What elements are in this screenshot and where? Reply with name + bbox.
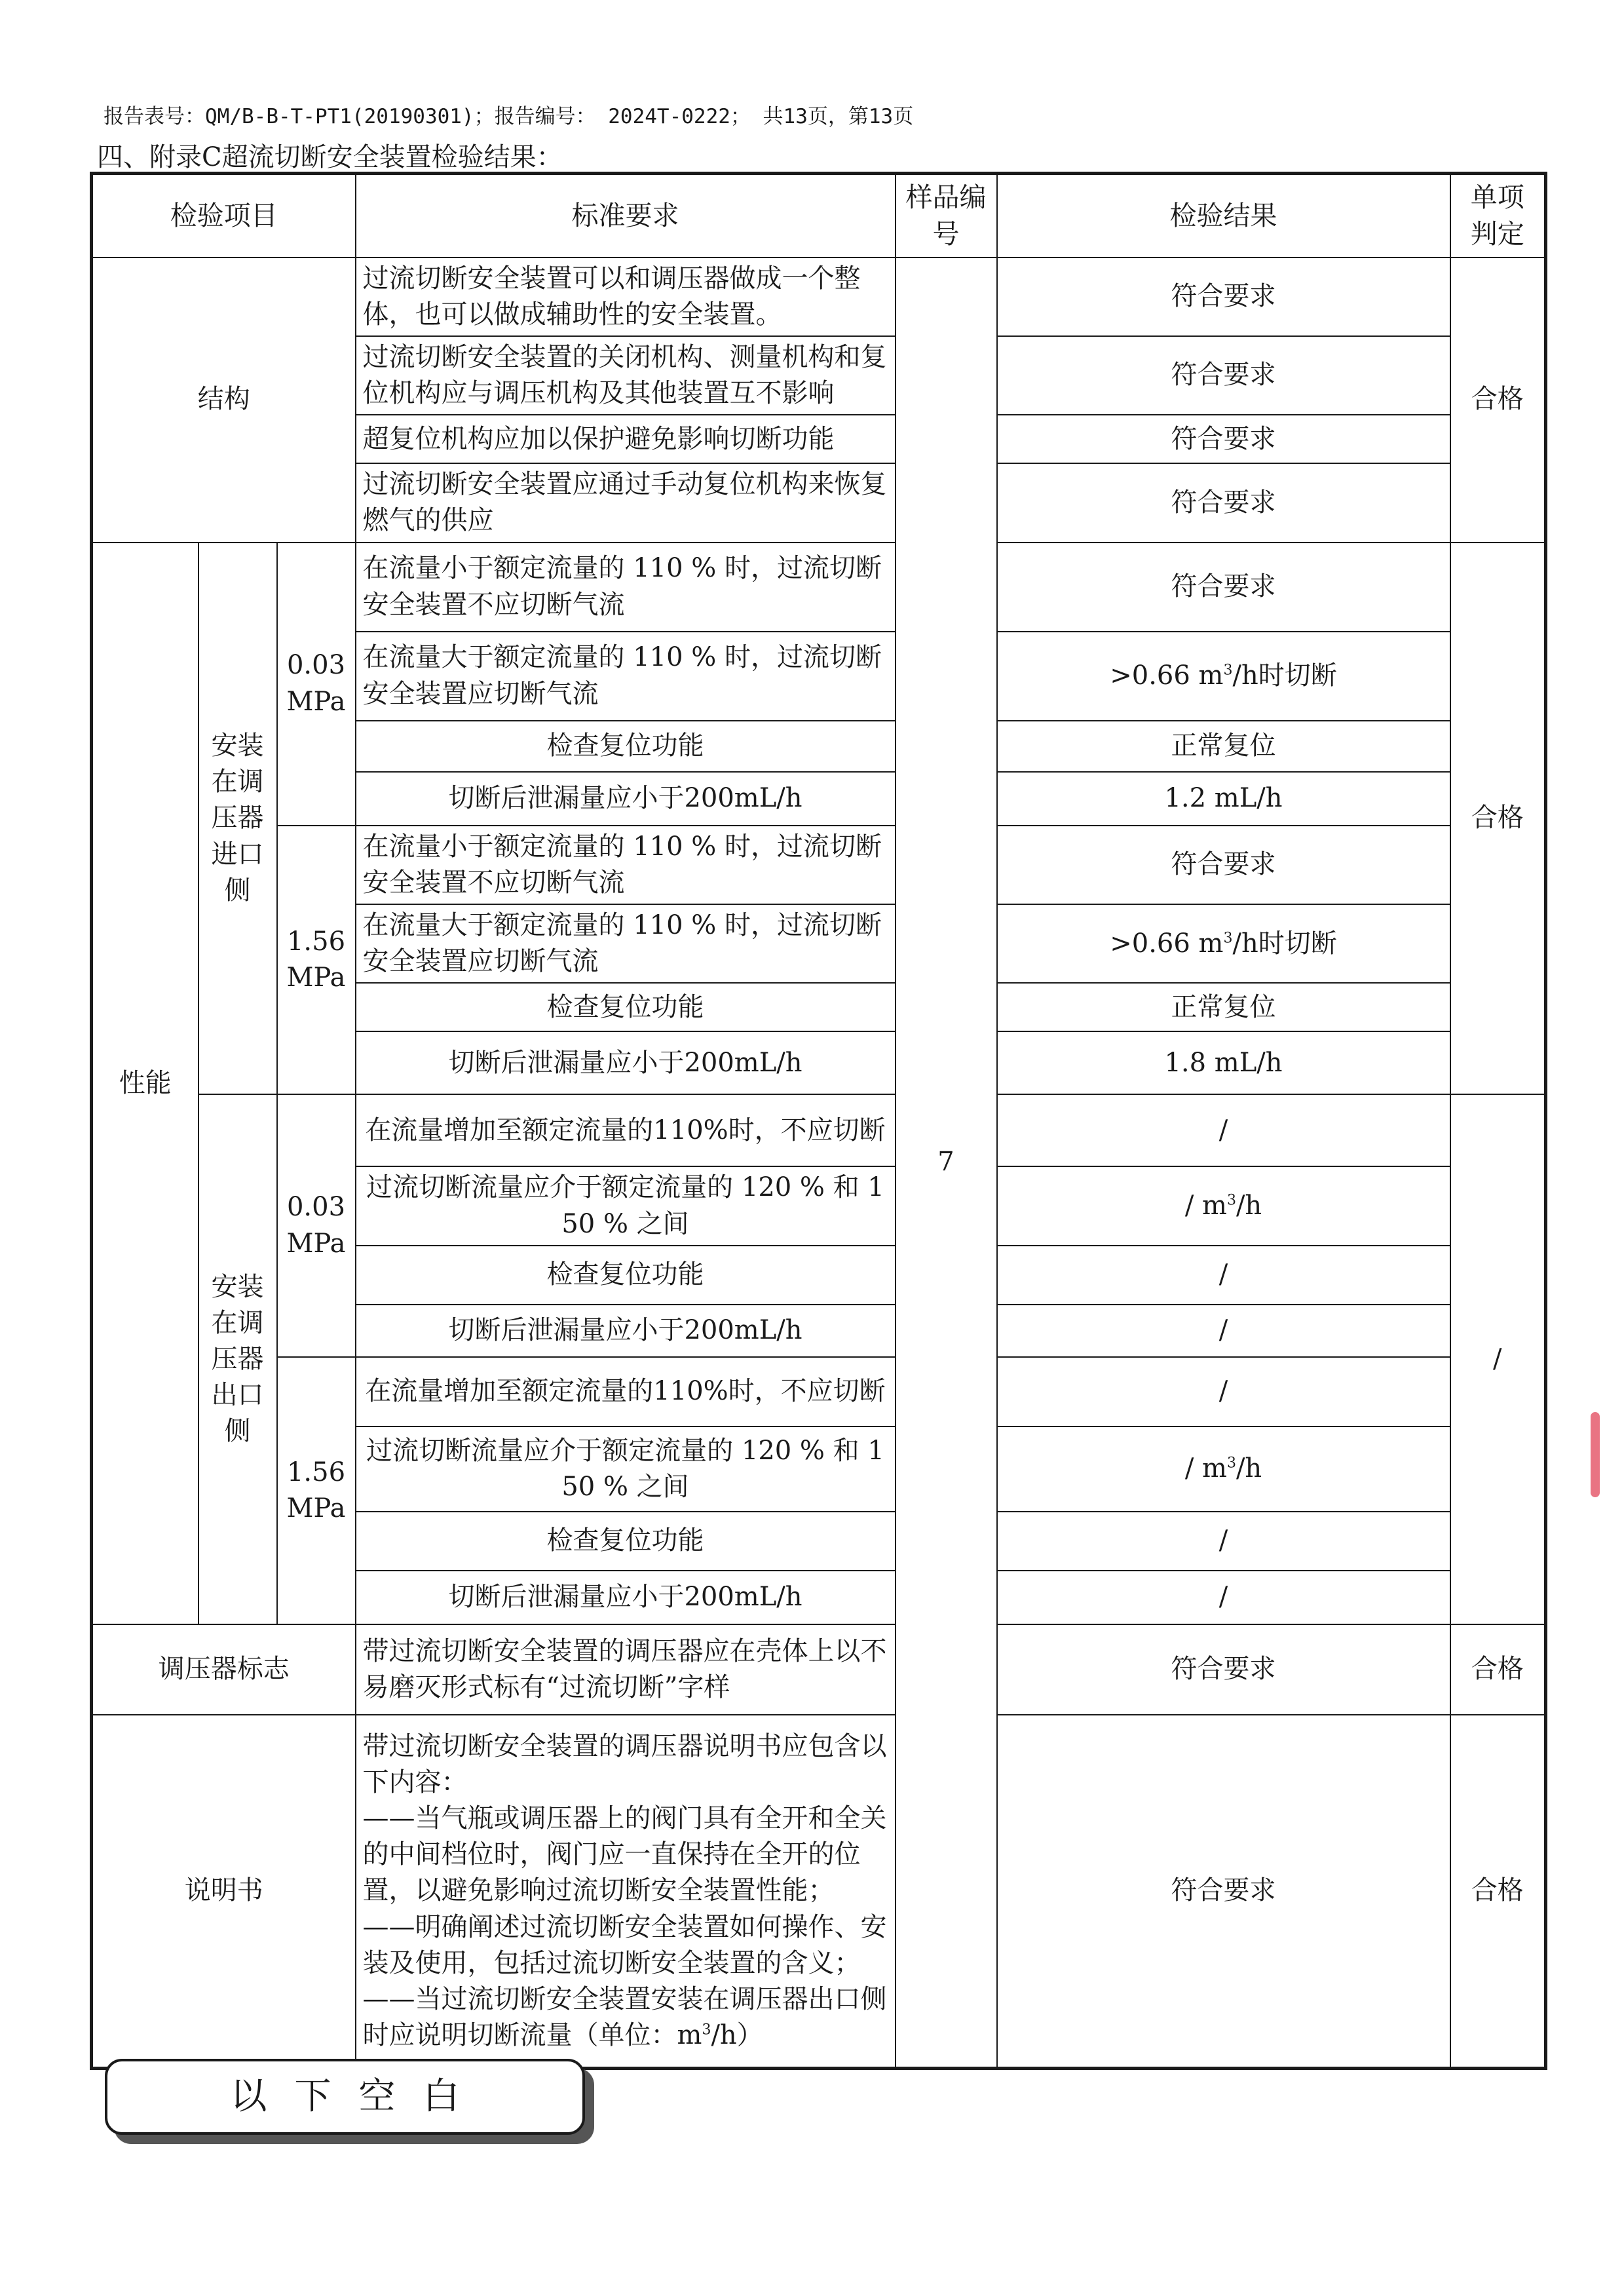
pressure-value: 0.03 <box>286 650 346 681</box>
requirement-cell: 过流切断安全装置应通过手动复位机构来恢复燃气的供应 <box>356 463 896 542</box>
table-row <box>92 826 1546 904</box>
outlet-label: 安装在调压器出口侧 <box>198 1094 277 1624</box>
structure-verdict: 合格 <box>1450 258 1546 543</box>
inlet-label: 安装在调压器进口侧 <box>198 543 277 1095</box>
pressure-cell <box>277 1094 356 1356</box>
pressure-unit: MPa <box>286 1493 346 1523</box>
table-row <box>92 1357 1546 1426</box>
blank-below-stamp: 以下空白 <box>105 2059 585 2135</box>
requirement-cell: 在流量大于额定流量的 110 % 时，过流切断安全装置应切断气流 <box>356 904 896 983</box>
requirement-cell: 带过流切断安全装置的调压器应在壳体上以不易磨灭形式标有“过流切断”字样 <box>356 1624 896 1715</box>
seal-edge-mark <box>1591 1412 1600 1497</box>
result-cell: / <box>997 1305 1450 1357</box>
result-cell: 符合要求 <box>997 543 1450 632</box>
result-cell: 符合要求 <box>997 415 1450 463</box>
result-cell: / <box>997 1246 1450 1305</box>
pressure-cell <box>277 1357 356 1624</box>
result-cell: / <box>997 1094 1450 1166</box>
requirement-cell: 过流切断流量应介于额定流量的 120 % 和 150 % 之间 <box>356 1166 896 1245</box>
pressure-unit: MPa <box>286 686 346 717</box>
result-cell: / <box>997 1357 1450 1426</box>
performance-label: 性能 <box>92 543 198 1624</box>
result-cell: / $m^3/h$ <box>997 1426 1450 1512</box>
table-row <box>92 1094 1546 1166</box>
requirement-cell: 带过流切断安全装置的调压器说明书应包含以下内容： ——当气瓶或调压器上的阀门具有全开和全关的中间档位时，阀门应一直保持在全开的位置，以避免影响过流切断安全装置性能； ——明确阐述过流切断安全装置如何操作、安装及使用，包括过流切断安全装置的含义； ——当过流切断安全装置安装在调压器出口侧时应说明切断流量（单位：$m^3/h$） <box>356 1715 896 2069</box>
requirement-cell: 在流量小于额定流量的 110 % 时，过流切断安全装置不应切断气流 <box>356 543 896 632</box>
requirement-cell: 检查复位功能 <box>356 983 896 1031</box>
inlet-verdict: 合格 <box>1450 543 1546 1095</box>
table-row <box>92 258 1546 336</box>
result-cell: 符合要求 <box>997 826 1450 904</box>
inspection-table <box>90 172 1547 2070</box>
report-header: 报告表号：QM/B-B-T-PT1(20190301)；报告编号： 2024T-0222； 共13页，第13页 <box>104 105 914 128</box>
requirement-cell: 过流切断安全装置可以和调压器做成一个整体，也可以做成辅助性的安全装置。 <box>356 258 896 336</box>
result-cell: 符合要求 <box>997 336 1450 415</box>
requirement-cell: 在流量小于额定流量的 110 % 时，过流切断安全装置不应切断气流 <box>356 826 896 904</box>
result-cell: 1.8 mL/h <box>997 1031 1450 1094</box>
requirement-cell: 在流量增加至额定流量的110%时，不应切断 <box>356 1094 896 1166</box>
result-cell: 符合要求 <box>997 1715 1450 2069</box>
marking-label: 调压器标志 <box>92 1624 356 1715</box>
manual-label: 说明书 <box>92 1715 356 2069</box>
col-header-result: 检验结果 <box>997 174 1450 258</box>
result-cell: 1.2 mL/h <box>997 772 1450 826</box>
col-header-sample: 样品编号 <box>896 174 997 258</box>
result-cell: 符合要求 <box>997 258 1450 336</box>
pressure-value: 0.03 <box>286 1192 346 1223</box>
pressure-cell <box>277 543 356 826</box>
requirement-cell: 在流量增加至额定流量的110%时，不应切断 <box>356 1357 896 1426</box>
requirement-cell: 切断后泄漏量应小于200mL/h <box>356 772 896 826</box>
result-cell: / <box>997 1512 1450 1571</box>
outlet-verdict: / <box>1450 1094 1546 1624</box>
requirement-cell: 超复位机构应加以保护避免影响切断功能 <box>356 415 896 463</box>
requirement-cell: 切断后泄漏量应小于200mL/h <box>356 1305 896 1357</box>
marking-verdict: 合格 <box>1450 1624 1546 1715</box>
pressure-unit: MPa <box>286 963 346 993</box>
structure-label: 结构 <box>92 258 356 543</box>
result-cell: 正常复位 <box>997 721 1450 772</box>
requirement-cell: 检查复位功能 <box>356 721 896 772</box>
col-header-verdict: 单项判定 <box>1450 174 1546 258</box>
result-cell: 符合要求 <box>997 1624 1450 1715</box>
requirement-cell: 检查复位功能 <box>356 1246 896 1305</box>
result-cell: >0.66 $m^3/h$时切断 <box>997 904 1450 983</box>
pressure-value: 1.56 <box>286 926 346 957</box>
result-cell: >0.66 $m^3/h$时切断 <box>997 632 1450 721</box>
table-row <box>92 1624 1546 1715</box>
col-header-item: 检验项目 <box>92 174 356 258</box>
result-cell: / $m^3/h$ <box>997 1166 1450 1245</box>
col-header-requirement: 标准要求 <box>356 174 896 258</box>
pressure-unit: MPa <box>286 1228 346 1259</box>
requirement-cell: 过流切断安全装置的关闭机构、测量机构和复位机构应与调压机构及其他装置互不影响 <box>356 336 896 415</box>
pressure-cell <box>277 826 356 1095</box>
table-row <box>92 1715 1546 2069</box>
requirement-cell: 切断后泄漏量应小于200mL/h <box>356 1031 896 1094</box>
requirement-cell: 切断后泄漏量应小于200mL/h <box>356 1571 896 1624</box>
result-cell: 正常复位 <box>997 983 1450 1031</box>
requirement-cell: 过流切断流量应介于额定流量的 120 % 和 150 % 之间 <box>356 1426 896 1512</box>
sample-number: 7 <box>896 258 997 2069</box>
manual-verdict: 合格 <box>1450 1715 1546 2069</box>
section-title: 四、附录C超流切断安全装置检验结果： <box>97 142 563 172</box>
table-header-row <box>92 174 1546 258</box>
result-cell: 符合要求 <box>997 463 1450 542</box>
requirement-cell: 检查复位功能 <box>356 1512 896 1571</box>
result-cell: / <box>997 1571 1450 1624</box>
pressure-value: 1.56 <box>286 1457 346 1487</box>
table-row <box>92 543 1546 632</box>
requirement-cell: 在流量大于额定流量的 110 % 时，过流切断安全装置应切断气流 <box>356 632 896 721</box>
